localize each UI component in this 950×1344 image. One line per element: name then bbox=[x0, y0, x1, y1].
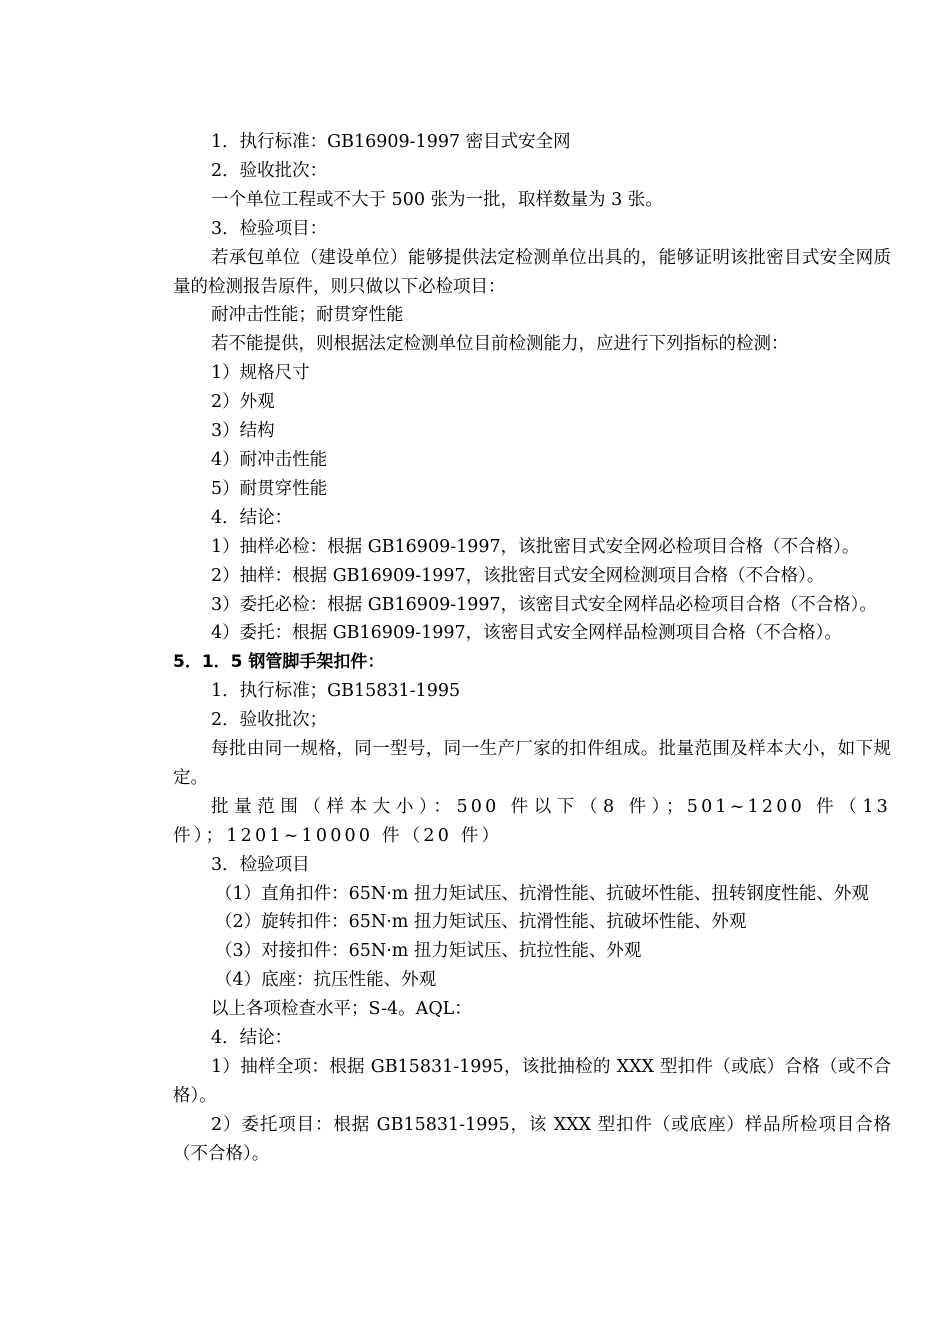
body-paragraph: 1）规格尺寸 bbox=[211, 363, 310, 384]
body-paragraph: 3．检验项目 bbox=[211, 854, 310, 875]
sub-item-paragraph: （2）旋转扣件：65N·m 扭力矩试压、抗滑性能、抗破坏性能、外观 bbox=[215, 912, 747, 933]
document-body bbox=[173, 128, 891, 1169]
sub-item-paragraph: （1）直角扣件：65N·m 扭力矩试压、抗滑性能、抗破坏性能、扭转钢度性能、外观 bbox=[215, 883, 869, 904]
body-paragraph: 4）耐冲击性能 bbox=[211, 449, 328, 470]
body-paragraph: 一个单位工程或不大于 500 张为一批，取样数量为 3 张。 bbox=[211, 189, 663, 210]
body-paragraph: 3．检验项目： bbox=[211, 218, 328, 239]
body-paragraph: 耐冲击性能；耐贯穿性能 bbox=[211, 305, 404, 326]
body-paragraph: 2）外观 bbox=[211, 392, 275, 413]
body-paragraph: 若不能提供，则根据法定检测单位目前检测能力，应进行下列指标的检测： bbox=[211, 334, 789, 355]
body-paragraph: 1）抽样全项：根据 GB15831-1995，该批抽检的 XXX 型扣件（或底）合格（或不合格）。 bbox=[173, 1057, 891, 1106]
body-paragraph: 3）结构 bbox=[211, 421, 275, 442]
body-paragraph: 2）委托项目：根据 GB15831-1995，该 XXX 型扣件（或底座）样品所检项目合格（不合格）。 bbox=[173, 1114, 891, 1164]
body-paragraph: 1．执行标准：GB16909-1997 密目式安全网 bbox=[211, 132, 571, 152]
body-paragraph: 1．执行标准；GB15831-1995 bbox=[211, 681, 461, 702]
sub-item-paragraph: （4）底座：抗压性能、外观 bbox=[215, 970, 437, 991]
body-paragraph: 4．结论： bbox=[211, 1028, 293, 1049]
body-paragraph: 2．验收批次： bbox=[211, 160, 328, 181]
body-paragraph: 2．验收批次； bbox=[211, 710, 328, 731]
section-heading: 5．1．5 钢管脚手架扣件： bbox=[173, 652, 385, 673]
body-paragraph: 3）委托必检：根据 GB16909-1997，该密目式安全网样品必检项目合格（不合格）。 bbox=[211, 594, 877, 615]
body-paragraph: 4）委托：根据 GB16909-1997，该密目式安全网样品检测项目合格（不合格）。 bbox=[211, 623, 842, 644]
batch-range-paragraph: 批量范围（样本大小）：500 件以下（8 件）；501~1200 件（13 件）；1201~10000 件（20 件） bbox=[173, 796, 891, 846]
body-paragraph: 5）耐贯穿性能 bbox=[211, 478, 328, 499]
body-paragraph: 4．结论： bbox=[211, 507, 293, 528]
body-paragraph: 1）抽样必检：根据 GB16909-1997，该批密目式安全网必检项目合格（不合格）。 bbox=[211, 536, 860, 557]
body-paragraph: 每批由同一规格，同一型号，同一生产厂家的扣件组成。批量范围及样本大小，如下规定。 bbox=[173, 739, 891, 788]
body-paragraph: 2）抽样：根据 GB16909-1997，该批密目式安全网检测项目合格（不合格）。 bbox=[211, 565, 825, 586]
body-paragraph: 以上各项检查水平；S-4。AQL： bbox=[211, 999, 472, 1020]
sub-item-paragraph: （3）对接扣件：65N·m 扭力矩试压、抗拉性能、外观 bbox=[215, 941, 642, 962]
body-paragraph: 若承包单位（建设单位）能够提供法定检测单位出具的，能够证明该批密目式安全网质量的检测报告原件，则只做以下必检项目： bbox=[173, 247, 891, 297]
